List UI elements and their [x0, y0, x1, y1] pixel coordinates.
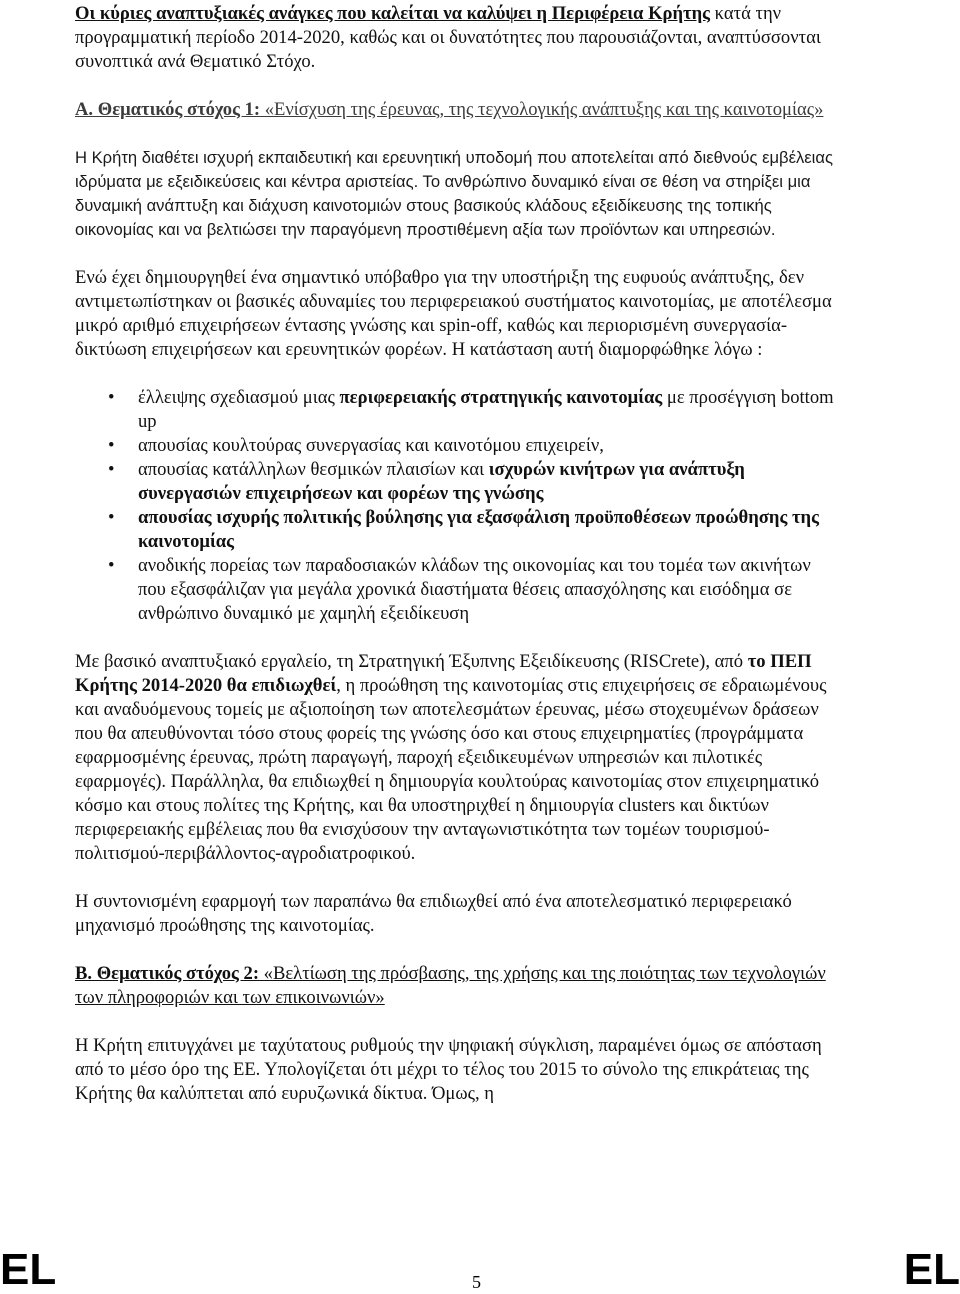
- bullet-icon: •: [108, 459, 115, 480]
- theme-a-paragraph-1: [75, 146, 835, 242]
- intro-paragraph: [75, 0, 835, 74]
- list-item-text: έλλειψης σχεδιασμού μιας: [138, 387, 340, 408]
- list-item-text: απουσίας κατάλληλων θεσμικών πλαισίων και: [138, 459, 489, 480]
- intro-bold-heading: Οι κύριες αναπτυξιακές ανάγκες που καλείται να καλύψει η Περιφέρεια Κρήτης: [75, 3, 711, 24]
- bullet-icon: •: [108, 555, 115, 576]
- theme-a-p3-post: , η προώθηση της καινοτομίας στις επιχειρήσεις σε εδραιωμένους και αναδυόμενους τομείς με αξιοποίηση των αποτελεσμάτων έρευνας, μέσω στοχευμένων δράσεων που θα απευθύνονται τόσο στους φορείς της γνώσης όσο και στους επιχειρηματίες (προγράμματα εφαρμοσμένης έρευνας, πρώτη παραγωγή, παροχή εξειδικευμένων υπηρεσιών και πιλοτικές εφαρμογές). Παράλληλα, θα επιδιωχθεί η δημιουργία κουλτούρας καινοτομίας στον επιχειρηματικό κόσμο και στους πολίτες της Κρήτης, και θα υποστηριχθεί η δημιουργία clusters και δικτύων περιφερειακής εμβέλειας που θα ενισχύσουν την ανταγωνιστικότητα των τομέων τουρισμού-πολιτισμού-περιβάλλοντος-αγροδιατροφικού.: [75, 675, 827, 864]
- bullet-icon: •: [108, 387, 115, 408]
- theme-a-p1b-text: Το ανθρώπινο δυναμικό είναι σε θέση να στηρίξει μια δυναμική ανάπτυξη και διάχυση καινοτομιών στους βασικούς κλάδους εξειδίκευσης της τοπικής οικονομίας και να βελτιώσει την παραγόμενη προστιθέμενη αξία των προϊόντων και υπηρεσιών.: [75, 172, 811, 239]
- theme-a-heading: [75, 98, 835, 122]
- list-item: [75, 434, 835, 458]
- theme-a-p1-text: Η Κρήτη διαθέτει ισχυρή εκπαιδευτική και ερευνητική υποδομή που αποτελείται από διεθνούς εμβέλειας ιδρύματα με εξειδικεύσεις και κέντρα αριστείας.: [75, 148, 833, 191]
- footer-language-right: EL: [903, 1245, 960, 1294]
- theme-a-label: Α. Θεματικός στόχος 1:: [75, 99, 261, 120]
- intro-text: κατά την προγραμματική περίοδο 2014-2020, καθώς και οι δυνατότητες που παρουσιάζονται, αναπτύσσονται συνοπτικά ανά Θεματικό Στόχο.: [75, 3, 821, 72]
- bullet-icon: •: [108, 435, 115, 456]
- theme-a-paragraph-2: Ενώ έχει δημιουργηθεί ένα σημαντικό υπόβαθρο για την υποστήριξη της ευφυούς ανάπτυξης, δεν αντιμετωπίστηκαν οι βασικές αδυναμίες του περιφερειακού συστήματος καινοτομίας, με αποτέλεσμα μικρό αριθμό επιχειρήσεων έντασης γνώσης και spin-off, καθώς και περιορισμένη συνεργασία-δικτύωση επιχειρήσεων και ερευνητικών φορέων. Η κατάσταση αυτή διαμορφώθηκε λόγω :: [75, 267, 832, 360]
- theme-a-paragraph-3: [75, 650, 835, 866]
- theme-a-title: «Ενίσχυση της έρευνας, της τεχνολογικής ανάπτυξης και της καινοτομίας»: [260, 99, 824, 120]
- list-item-bold: απουσίας ισχυρής πολιτικής βούλησης για εξασφάλιση προϋποθέσεων προώθησης της καινοτομίας: [138, 507, 819, 552]
- list-item-text: απουσίας κουλτούρας συνεργασίας και καινοτόμου επιχειρείν,: [138, 435, 604, 456]
- footer-language-left: EL: [0, 1245, 57, 1294]
- theme-a-paragraph-4: Η συντονισμένη εφαρμογή των παραπάνω θα επιδιωχθεί από ένα αποτελεσματικό περιφερειακό μηχανισμό προώθησης της καινοτομίας.: [75, 891, 792, 936]
- document-page: [75, 0, 835, 1106]
- theme-b-heading: [75, 962, 835, 1010]
- list-item: [75, 554, 835, 626]
- theme-a-p3-bold: το ΠΕΠ Κρήτης 2014-2020 θα επιδιωχθεί: [75, 651, 812, 696]
- list-item-text-end: με προσέγγιση bottom up: [138, 387, 834, 432]
- page-number: 5: [472, 1272, 481, 1292]
- list-item: [75, 506, 835, 554]
- list-item-text: ανοδικής πορείας των παραδοσιακών κλάδων της οικονομίας και του τομέα των ακινήτων που εξασφάλιζαν για μεγάλα χρονικά διαστήματα θέσεις απασχόλησης και εισόδημα σε ανθρώπινο δυναμικό με χαμηλή εξειδίκευση: [138, 555, 811, 624]
- theme-b-paragraph-1: Η Κρήτη επιτυγχάνει με ταχύτατους ρυθμούς την ψηφιακή σύγκλιση, παραμένει όμως σε απόσταση από το μέσο όρο της ΕΕ. Υπολογίζεται ότι μέχρι το τέλος του 2015 το σύνολο της επικράτειας της Κρήτης θα καλύπτεται από ευρυζωνικά δίκτυα. Όμως, η: [75, 1035, 822, 1104]
- theme-a-p3-pre: Με βασικό αναπτυξιακό εργαλείο, τη Στρατηγική Έξυπνης Εξειδίκευσης (RISCrete), από: [75, 651, 748, 672]
- theme-b-label: Β. Θεματικός στόχος 2:: [75, 963, 260, 984]
- theme-b-title: «Βελτίωση της πρόσβασης, της χρήσης και της ποιότητας των τεχνολογιών των πληροφοριών και των επικοινωνιών»: [75, 963, 826, 1008]
- bullet-icon: •: [108, 507, 115, 528]
- list-item-bold: περιφερειακής στρατηγικής καινοτομίας: [339, 387, 663, 408]
- list-item: [75, 386, 835, 434]
- weakness-list: [75, 386, 835, 626]
- list-item: [75, 458, 835, 506]
- list-item-bold: ισχυρών κινήτρων για ανάπτυξη συνεργασιών επιχειρήσεων και φορέων της γνώσης: [138, 459, 745, 504]
